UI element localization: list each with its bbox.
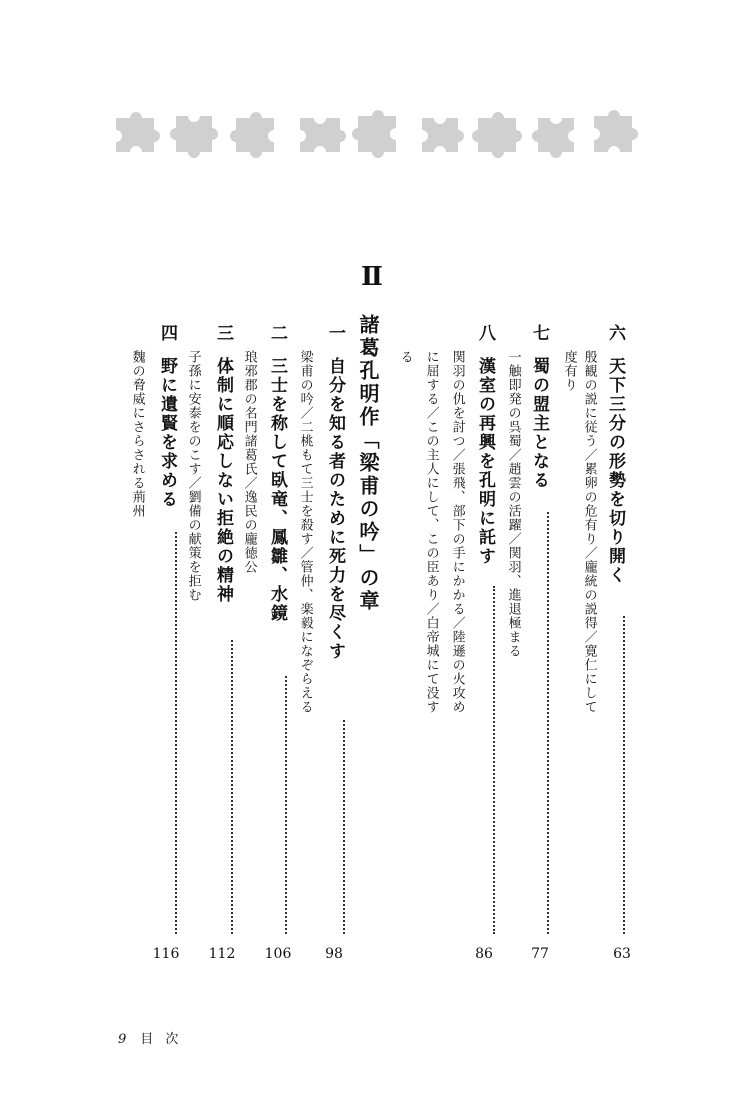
entry-number: 七 bbox=[529, 324, 549, 343]
entry-number: 三 bbox=[213, 324, 233, 343]
entry-title: 漢室の再興を孔明に託す bbox=[475, 357, 495, 566]
page-number: 116 bbox=[152, 946, 180, 962]
puzzle-piece-icon bbox=[350, 104, 406, 166]
page-number: 86 bbox=[475, 946, 493, 962]
entry-description: 子孫に安泰をのこす／劉備の献策を拒む bbox=[185, 350, 201, 602]
entry-number: 六 bbox=[605, 324, 625, 343]
toc-entry-chapter-3[interactable] bbox=[214, 324, 231, 916]
page-footer bbox=[118, 1028, 182, 1047]
leader-dots bbox=[175, 532, 177, 934]
puzzle-piece-icon bbox=[228, 104, 284, 160]
leader-dots bbox=[547, 512, 549, 934]
toc-entry-8[interactable] bbox=[476, 324, 493, 916]
part-numeral: Ⅱ bbox=[361, 262, 383, 292]
entry-number: 四 bbox=[157, 324, 177, 343]
entry-number: 八 bbox=[475, 324, 495, 343]
entry-description: に屈する／この主人にして、この臣あり／白帝城にて没す bbox=[423, 350, 439, 714]
puzzle-decoration bbox=[0, 104, 750, 166]
footer-page-number: 9 bbox=[118, 1032, 131, 1047]
entry-title: 自分を知る者のために死力を尽くす bbox=[325, 357, 345, 661]
entry-title: 三士を称して臥竜、鳳雛、水鏡 bbox=[267, 357, 287, 623]
puzzle-piece-icon bbox=[528, 104, 584, 160]
entry-title: 蜀の盟主となる bbox=[529, 357, 549, 490]
entry-description: 琅邪郡の名門諸葛氏／逸民の龐徳公 bbox=[241, 350, 257, 574]
toc-entry-7[interactable] bbox=[530, 324, 547, 916]
page-number: 112 bbox=[208, 946, 236, 962]
puzzle-piece-icon bbox=[586, 104, 642, 166]
toc-entry-chapter-2[interactable] bbox=[268, 324, 285, 916]
leader-dots bbox=[493, 586, 495, 934]
entry-number: 一 bbox=[325, 324, 345, 343]
puzzle-piece-icon bbox=[470, 104, 526, 160]
entry-description: 殷観の説に従う／累卵の危有り／龐統の説得／寛仁にして bbox=[581, 350, 597, 714]
entry-title: 天下三分の形勢を切り開く bbox=[605, 357, 625, 585]
leader-dots bbox=[285, 676, 287, 934]
entry-description: 関羽の仇を討つ／張飛、部下の手にかかる／陸遜の火攻め bbox=[449, 350, 465, 714]
entry-description: 魏の脅威にさらされる荊州 bbox=[129, 350, 145, 518]
leader-dots bbox=[623, 616, 625, 934]
toc-entry-6[interactable] bbox=[606, 324, 623, 916]
chapter-title: 諸葛孔明作「梁甫の吟」の章 bbox=[356, 314, 380, 613]
entry-title: 野に遺賢を求める bbox=[157, 357, 177, 509]
page-number: 106 bbox=[264, 946, 292, 962]
toc-entry-chapter-1[interactable] bbox=[326, 324, 343, 916]
entry-number: 二 bbox=[267, 324, 287, 343]
puzzle-piece-icon bbox=[108, 104, 164, 160]
leader-dots bbox=[343, 720, 345, 934]
page-number: 77 bbox=[531, 946, 549, 962]
entry-title: 体制に順応しない拒絶の精神 bbox=[213, 357, 233, 604]
puzzle-piece-icon bbox=[412, 104, 468, 160]
entry-description: 梁甫の吟／二桃もて三士を殺す／管仲、楽毅になぞらえる bbox=[297, 350, 313, 714]
puzzle-piece-icon bbox=[166, 104, 222, 166]
entry-description: 一触即発の呉蜀／趙雲の活躍／関羽、進退極まる bbox=[505, 350, 521, 658]
page-number: 98 bbox=[325, 946, 343, 962]
leader-dots bbox=[231, 640, 233, 934]
footer-label: 目 次 bbox=[140, 1032, 183, 1047]
puzzle-piece-icon bbox=[290, 104, 350, 160]
toc-entry-chapter-4[interactable] bbox=[158, 324, 175, 916]
entry-description: る bbox=[397, 350, 413, 364]
page-number: 63 bbox=[613, 946, 631, 962]
entry-description: 度有り bbox=[561, 350, 577, 392]
